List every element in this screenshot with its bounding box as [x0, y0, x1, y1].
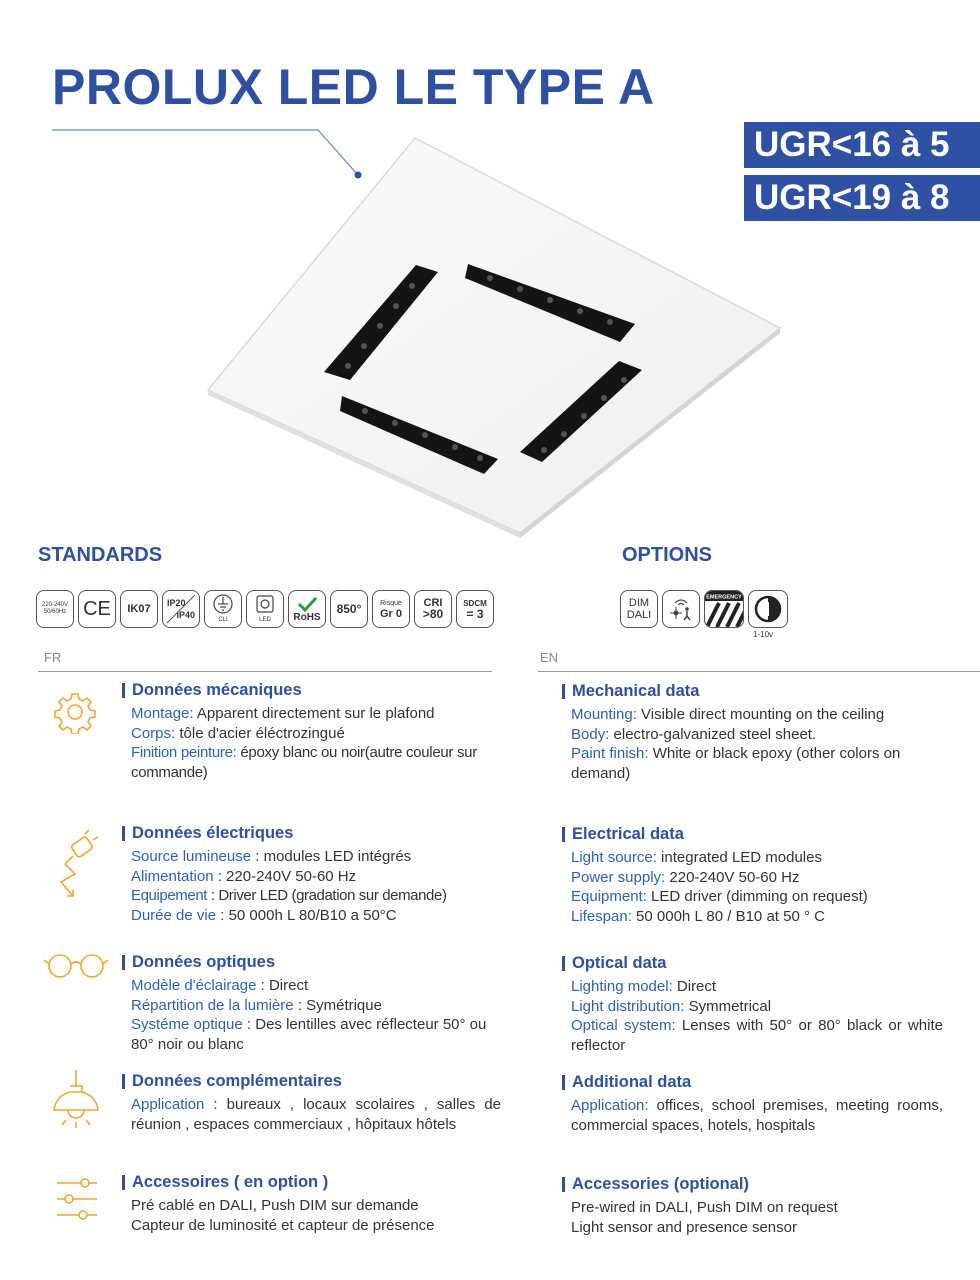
en-accessories-title: Accessories (optional) [562, 1177, 943, 1192]
sdcm-badge: SDCM = 3 [456, 590, 494, 628]
emergency-label: EMERGENCY [706, 594, 742, 601]
en-electrical-section [571, 827, 943, 926]
standards-badges [36, 590, 494, 628]
en-electrical-line: Equipment: LED driver (dimming on request) [571, 888, 868, 905]
fr-electrical-section [131, 826, 501, 925]
ip-badge: IP20 IP40 [162, 590, 200, 628]
glasses-icon [42, 950, 110, 982]
ce-badge: CE [78, 590, 116, 628]
dimmer-badge [748, 590, 788, 628]
ugr-badge-2: UGR<19 à 8 [744, 175, 980, 221]
fr-mechanical-title: Données mécaniques [122, 683, 501, 698]
fr-mechanical-line: Corps: tôle d'acier éléctrozingué [131, 724, 345, 742]
fr-additional-title: Données complémentaires [122, 1074, 501, 1089]
led-chip-icon [254, 593, 276, 615]
fr-accessories-line: Capteur de luminosité et capteur de présence [131, 1216, 435, 1234]
led-badge: LED [246, 590, 284, 628]
fr-accessories-line: Pré cablé en DALI, Push DIM sur demande [131, 1197, 419, 1214]
en-optical-line: Lighting model: Direct [571, 978, 717, 995]
fr-electrical-line: Durée de vie : 50 000h L 80/B10 a 50°C [131, 906, 397, 924]
fr-mechanical-line: Montage: Apparent directement sur le plafond [131, 705, 435, 722]
risk-badge: Risque Gr 0 [372, 590, 410, 628]
emergency-icon [705, 591, 743, 627]
lang-fr: FR [44, 650, 62, 665]
ik-badge: IK07 [120, 590, 158, 628]
en-mechanical-section [571, 684, 943, 783]
fr-accessories-section [131, 1175, 501, 1235]
dimmer-icon [753, 594, 783, 624]
divider-en [538, 671, 980, 672]
en-accessories-section [571, 1177, 943, 1237]
en-optical-section [571, 956, 943, 1055]
ip-divider-icon [163, 591, 199, 627]
en-optical-line: Light distribution: Symmetrical [571, 997, 772, 1015]
en-mechanical-line: Mounting: Visible direct mounting on the ceiling [571, 706, 885, 723]
en-accessories-line: Pre-wired in DALI, Push DIM on request [571, 1199, 838, 1216]
sliders-icon [55, 1175, 99, 1225]
class-badge: CLI [204, 590, 242, 628]
fr-additional-line: Application : bureaux , locaux scolaires , salles de réunion , espaces commerciaux , hôpitaux hôtels [131, 1096, 501, 1133]
fr-optical-section [131, 955, 501, 1054]
plug-bolt-icon [55, 830, 99, 902]
rohs-badge: RoHS [288, 590, 326, 628]
divider-fr [38, 671, 492, 672]
voltage-badge: 220-240V 50/60Hz [36, 590, 74, 628]
en-accessories-line: Light sensor and presence sensor [571, 1218, 797, 1236]
fr-accessories-title: Accessoires ( en option ) [122, 1175, 501, 1190]
en-electrical-line: Power supply: 220-240V 50-60 Hz [571, 868, 800, 886]
dim-range-label: 1-10v [753, 630, 774, 639]
en-additional-line: Application: offices, school premises, meeting rooms, commercial spaces, hotels, hospitals [571, 1097, 943, 1134]
gear-icon [53, 690, 97, 734]
en-mechanical-line: Body: electro-galvanized steel sheet. [571, 725, 817, 743]
fr-electrical-line: Source lumineuse : modules LED intégrés [131, 848, 412, 865]
ugr-badge-1: UGR<16 à 5 [744, 122, 980, 168]
fr-mechanical-line: Finition peinture: époxy blanc ou noir(autre couleur sur commande) [131, 744, 477, 781]
ground-icon [212, 593, 234, 615]
page-title: PROLUX LED LE TYPE A [52, 59, 655, 115]
emergency-badge [704, 590, 744, 628]
fr-additional-section [131, 1074, 501, 1134]
angle-badge: 850° [330, 590, 368, 628]
en-mechanical-line: Paint finish: White or black epoxy (other colors on demand) [571, 745, 901, 782]
checkmark-icon [296, 596, 318, 612]
options-title: OPTIONS [622, 544, 713, 566]
cri-badge: CRI >80 [414, 590, 452, 628]
sensor-badge [662, 590, 700, 628]
en-optical-title: Optical data [562, 956, 943, 971]
motion-sensor-icon [667, 595, 695, 623]
pendant-lamp-icon [50, 1070, 102, 1140]
en-additional-section [571, 1075, 943, 1135]
en-optical-line: Optical system: Lenses with 50° or 80° black or white reflector [571, 1017, 943, 1054]
en-electrical-line: Light source: integrated LED modules [571, 849, 822, 866]
fr-electrical-line: Alimentation : 220-240V 50-60 Hz [131, 867, 357, 885]
dim-dali-badge: DIM DALI [620, 590, 658, 628]
fr-electrical-line: Equipement : Driver LED (gradation sur demande) [131, 887, 447, 904]
lang-en: EN [540, 650, 559, 665]
fr-optical-title: Données optiques [122, 955, 501, 970]
en-electrical-title: Electrical data [562, 827, 943, 842]
luminaire-image [200, 128, 790, 538]
fr-optical-line: Modèle d'éclairage : Direct [131, 977, 309, 994]
fr-mechanical-section [131, 683, 501, 782]
en-mechanical-title: Mechanical data [562, 684, 943, 699]
options-badges [620, 590, 788, 628]
fr-optical-line: Répartition de la lumière : Symétrique [131, 996, 382, 1014]
en-additional-title: Additional data [562, 1075, 943, 1090]
fr-electrical-title: Données électriques [122, 826, 501, 841]
standards-title: STANDARDS [38, 544, 163, 566]
fr-optical-line: Systéme optique : Des lentilles avec réflecteur 50° ou 80° noir ou blanc [131, 1016, 487, 1053]
en-electrical-line: Lifespan: 50 000h L 80 / B10 at 50 ° C [571, 907, 825, 925]
